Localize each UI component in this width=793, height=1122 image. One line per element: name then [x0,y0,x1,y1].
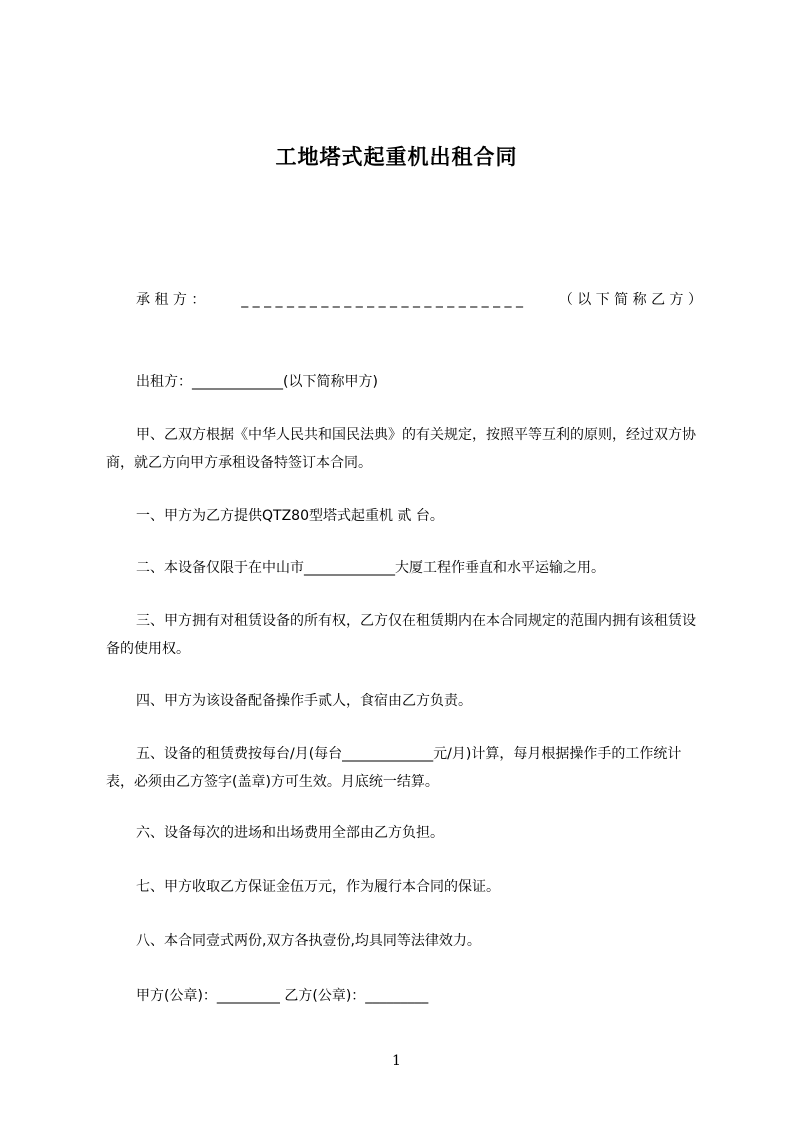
lessor-blank: _ _ _ _ _ _ _ _ _ _ _ _ _ _ _ _ _ _ _ _ _ _ _ _ _ [241,292,523,308]
lessor-party-row [106,286,702,314]
clause-4: 四、甲方为该设备配备操作手贰人，食宿由乙方负责。 [136,693,472,709]
clause-7: 七、甲方收取乙方保证金伍万元，作为履行本合同的保证。 [136,879,500,895]
signature-line: 甲方(公章)：_________ 乙方(公章)：_________ [136,988,429,1004]
lessor-label: 承 租 方 ： [136,292,206,308]
lessee-party-line: 出租方：_____________(以下简称甲方) [136,374,378,390]
clause-8: 八、本合同壹式两份,双方各执壹份,均具同等法律效力。 [136,933,481,949]
lessor-suffix: （ 以 下 简 称 乙 方 ） [558,292,702,308]
intro-paragraph: 甲、乙双方根据《中华人民共和国民法典》的有关规定，按照平等互利的原则，经过双方协商，就乙方向甲方承租设备特签订本合同。 [106,427,696,471]
clause-1: 一、甲方为乙方提供QTZ80型塔式起重机 贰 台。 [136,508,444,524]
clause-2: 二、本设备仅限于在中山市_____________大厦工程作垂直和水平运输之用。 [136,560,605,576]
clause-5: 五、设备的租赁费按每台/月(每台_____________元/月)计算，每月根据操作手的工作统计表，必须由乙方签字(盖章)方可生效。月底统一结算。 [106,746,682,790]
clause-6: 六、设备每次的进场和出场费用全部由乙方负担。 [136,825,444,841]
document-title: 工地塔式起重机出租合同 [275,145,518,169]
clause-3: 三、甲方拥有对租赁设备的所有权，乙方仅在租赁期内在本合同规定的范围内拥有该租赁设备的使用权。 [106,613,696,657]
page-number: 1 [392,1053,401,1069]
lessor-party-line [106,286,702,314]
